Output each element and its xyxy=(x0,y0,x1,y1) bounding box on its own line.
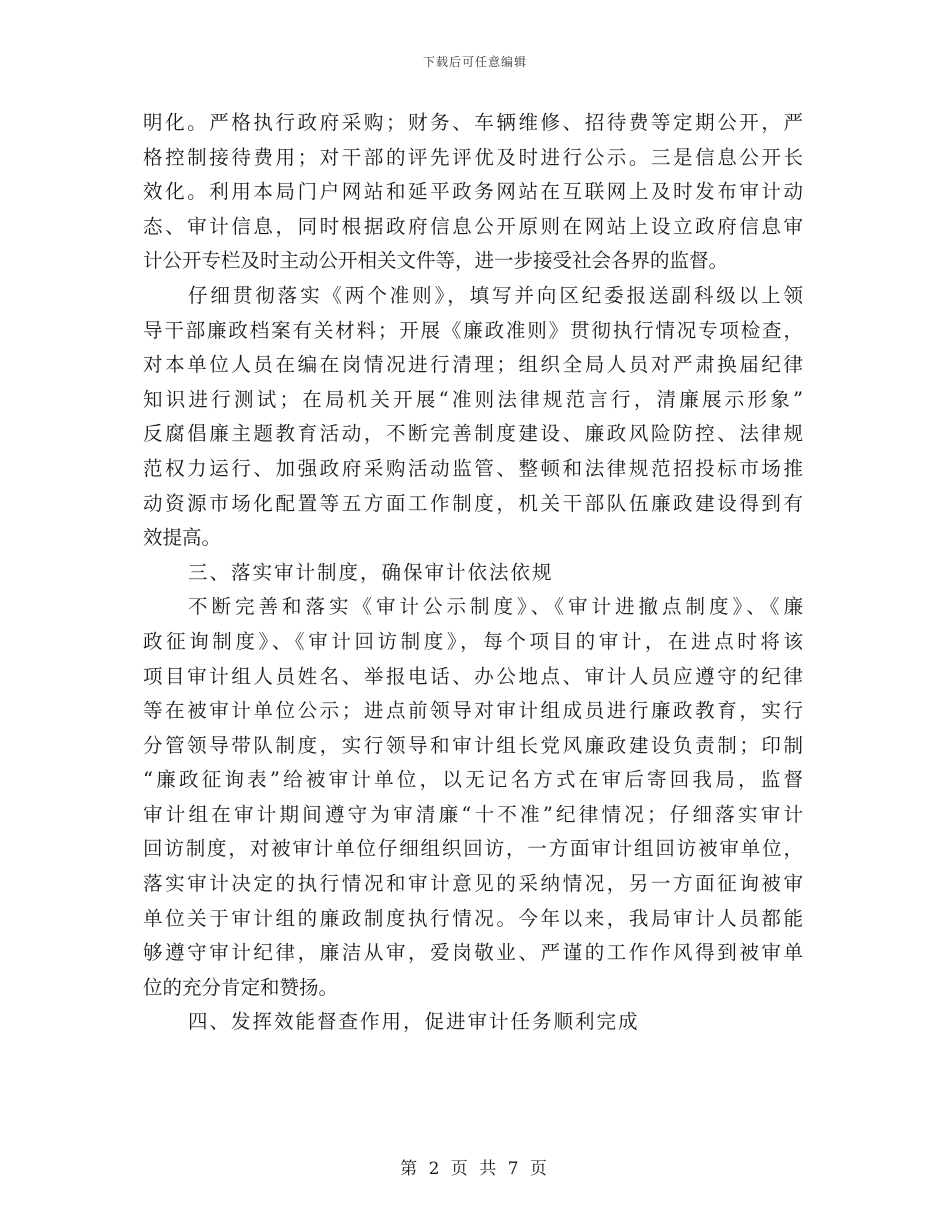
page-header-note: 下载后可任意编辑 xyxy=(422,55,527,69)
text-line: 态、审计信息，同时根据政府信息公开原则在网站上设立政府信息审 xyxy=(143,214,803,238)
paragraph-info-disclosure xyxy=(143,106,803,279)
text-line: 反腐倡廉主题教育活动，不断完善制度建设、廉政风险防控、法律规 xyxy=(143,422,803,446)
text-line: 仔细贯彻落实《两个准则》，填写并向区纪委报送副科级以上领 xyxy=(188,283,803,307)
text-line: 导干部廉政档案有关材料；开展《廉政准则》贯彻执行情况专项检查， xyxy=(143,318,803,342)
text-line: 分管领导带队制度，实行领导和审计组长党风廉政建设负责制；印制 xyxy=(143,733,803,757)
text-line: 落实审计决定的执行情况和审计意见的采纳情况，另一方面征询被审 xyxy=(143,872,803,896)
section-heading-3: 三、落实审计制度，确保审计依法依规 xyxy=(188,560,554,584)
text-line: “廉政征询表”给被审计单位，以无记名方式在审后寄回我局，监督 xyxy=(143,768,803,792)
text-line: 效提高。 xyxy=(143,526,222,550)
section-heading-4: 四、发挥效能督查作用，促进审计任务顺利完成 xyxy=(188,1010,640,1034)
text-line: 审计组在审计期间遵守为审清廉“十不准”纪律情况；仔细落实审计 xyxy=(143,802,803,826)
text-line: 范权力运行、加强政府采购活动监管、整顿和法律规范招投标市场推 xyxy=(143,456,803,480)
document-body xyxy=(143,106,803,1040)
text-line: 知识进行测试；在局机关开展“准则法律规范言行，清廉展示形象” xyxy=(143,387,803,411)
text-line: 政征询制度》、《审计回访制度》，每个项目的审计，在进点时将该 xyxy=(143,629,803,653)
text-line: 回访制度，对被审计单位仔细组织回访，一方面审计组回访被审单位， xyxy=(143,837,803,861)
paragraph-two-rules xyxy=(143,279,803,556)
text-line: 计公开专栏及时主动公开相关文件等，进一步接受社会各界的监督。 xyxy=(143,249,729,273)
page-number: 第 2 页 共 7 页 xyxy=(400,1159,550,1179)
text-line: 明化。严格执行政府采购；财务、车辆维修、招待费等定期公开，严 xyxy=(143,111,803,134)
text-line: 项目审计组人员姓名、举报电话、办公地点、审计人员应遵守的纪律 xyxy=(143,664,803,688)
text-line: 位的充分肯定和赞扬。 xyxy=(143,975,339,999)
text-line: 对本单位人员在编在岗情况进行清理；组织全局人员对严肃换届纪律 xyxy=(143,353,803,377)
text-line: 等在被审计单位公示；进点前领导对审计组成员进行廉政教育，实行 xyxy=(143,699,803,723)
text-line: 够遵守审计纪律，廉洁从审，爱岗敬业、严谨的工作作风得到被审单 xyxy=(143,941,803,965)
text-line: 格控制接待费用；对干部的评先评优及时进行公示。三是信息公开长 xyxy=(143,145,803,169)
text-line: 单位关于审计组的廉政制度执行情况。今年以来，我局审计人员都能 xyxy=(143,906,803,930)
text-line: 动资源市场化配置等五方面工作制度，机关干部队伍廉政建设得到有 xyxy=(143,491,803,515)
text-line: 效化。利用本局门户网站和延平政务网站在互联网上及时发布审计动 xyxy=(143,180,803,204)
paragraph-audit-system xyxy=(143,590,803,1005)
text-line: 不断完善和落实《审计公示制度》、《审计进撤点制度》、《廉 xyxy=(188,595,803,619)
